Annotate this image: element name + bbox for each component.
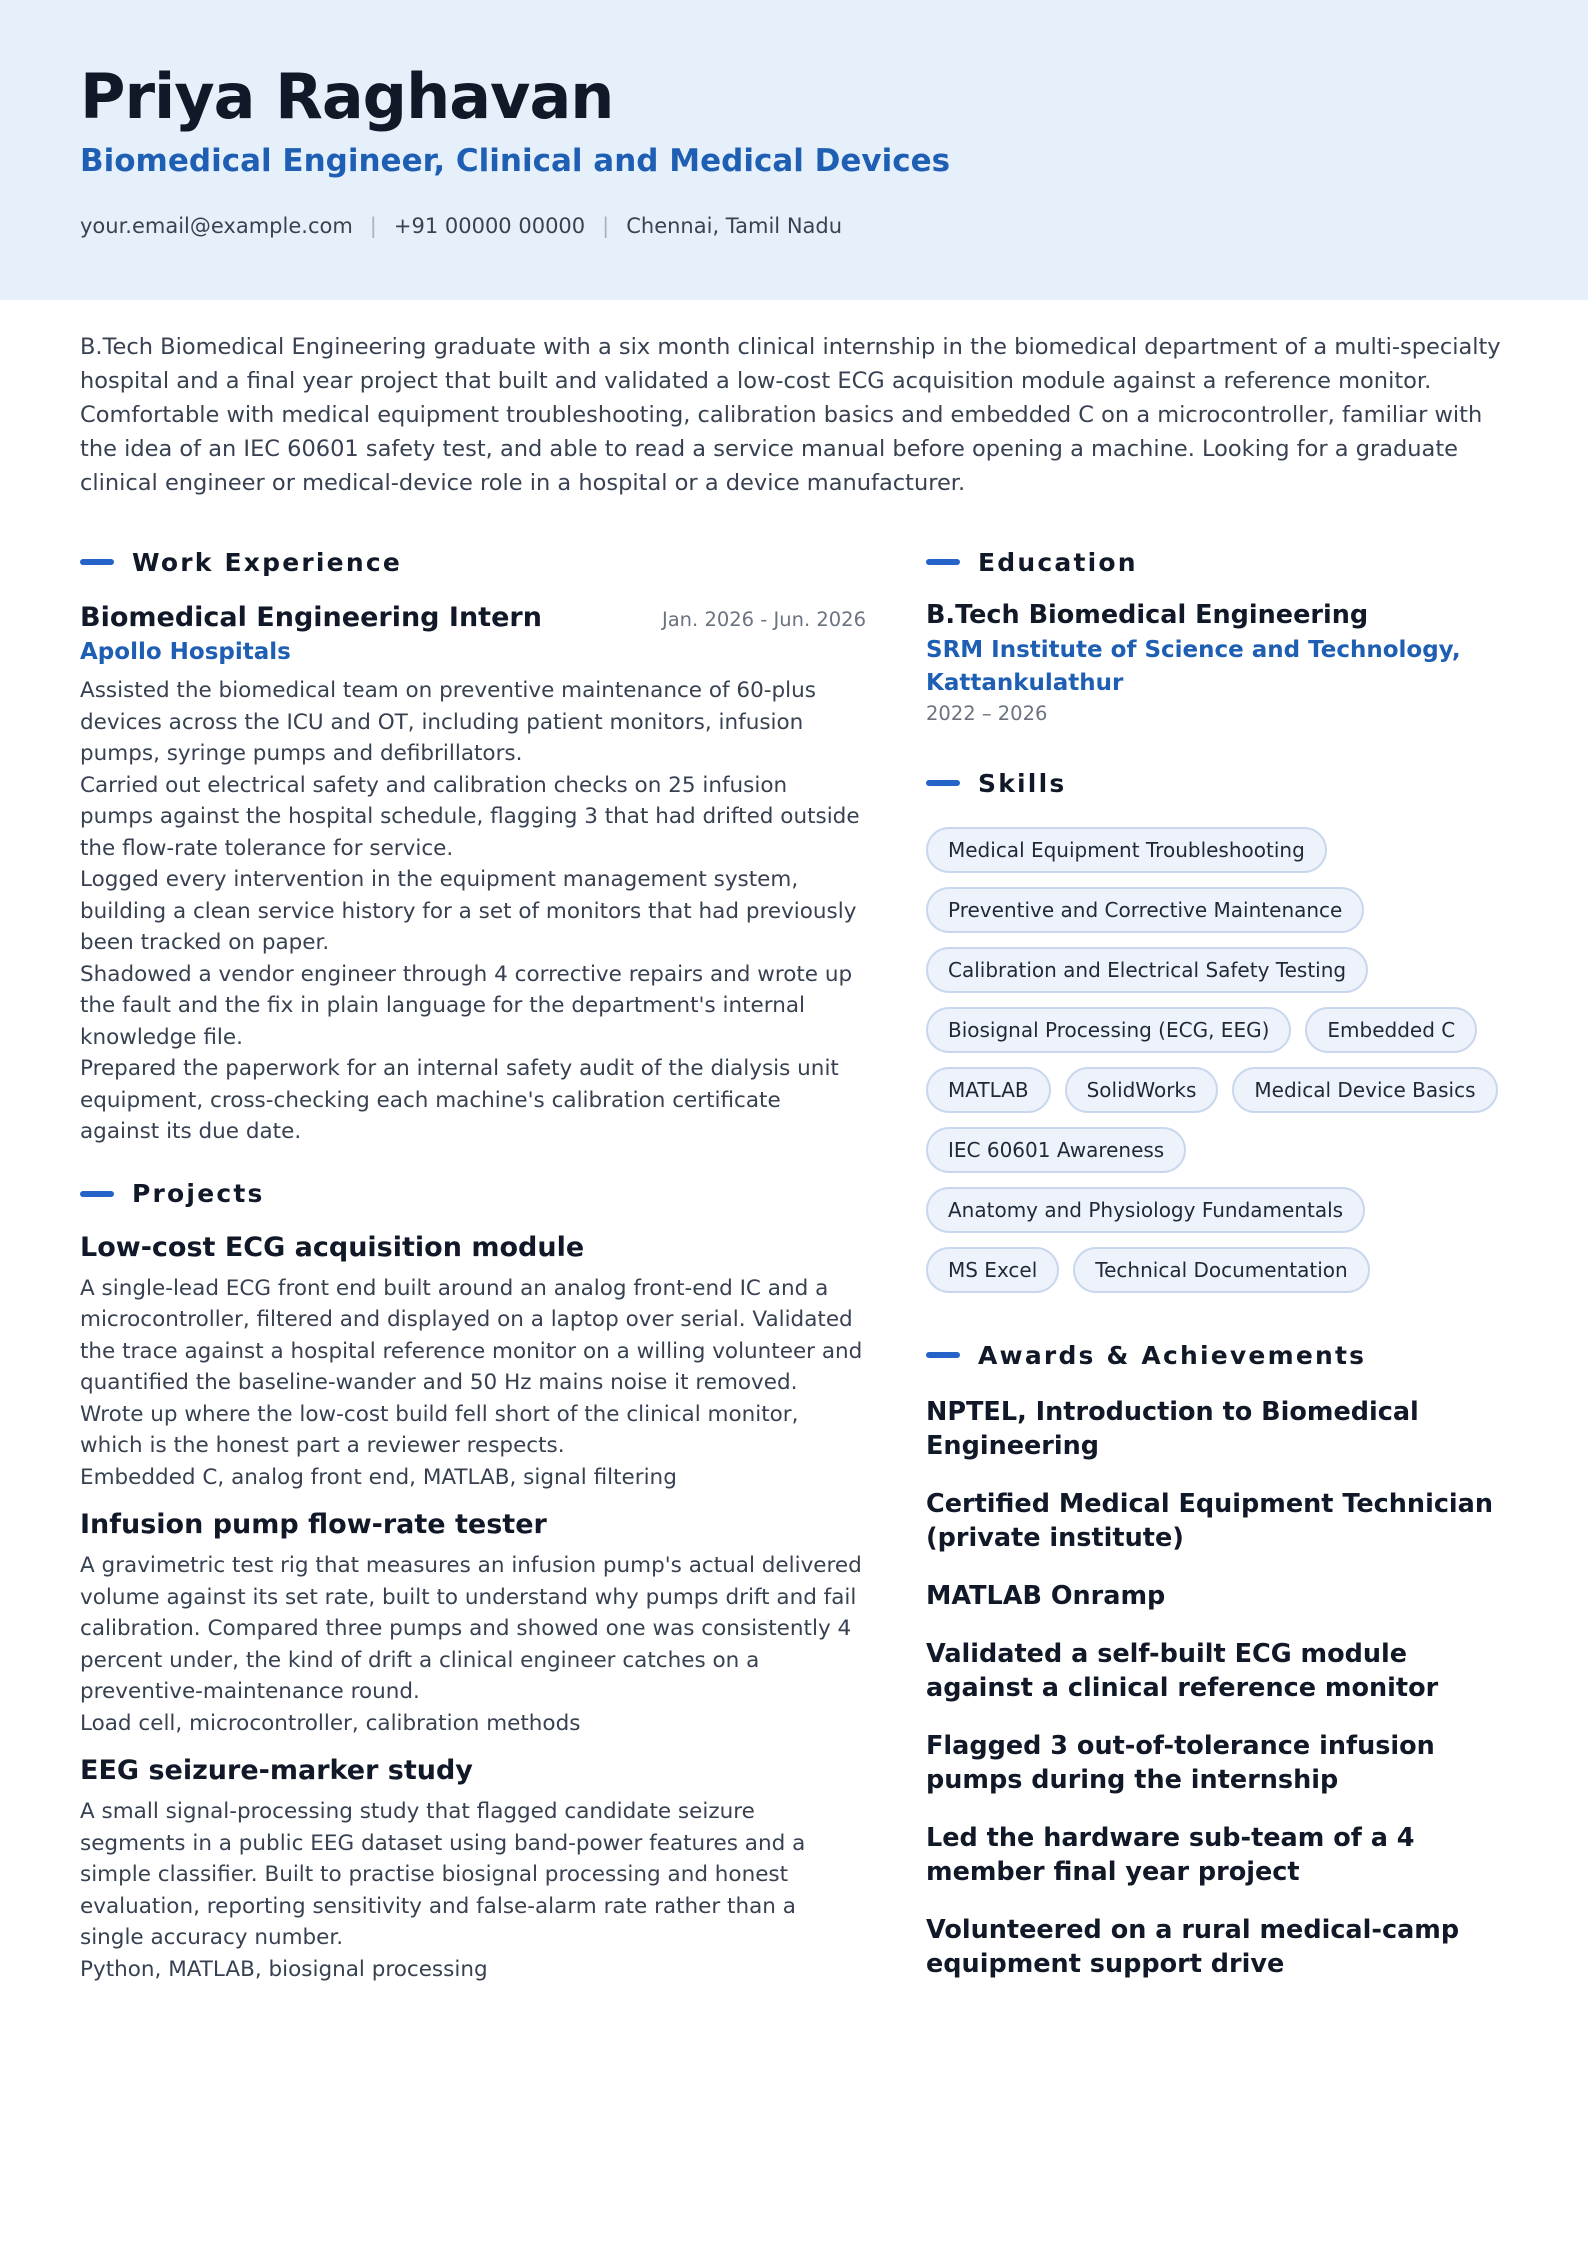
section-heading-projects xyxy=(80,1172,866,1216)
award-item: Led the hardware sub-team of a 4 member final year project xyxy=(926,1823,1415,1887)
right-column xyxy=(926,540,1506,1981)
contact-location: Chennai, Tamil Nadu xyxy=(626,214,843,238)
skill-chip: Medical Device Basics xyxy=(1232,1067,1497,1113)
resume-header xyxy=(0,0,1588,300)
skill-chip: Embedded C xyxy=(1305,1007,1477,1053)
section-title: Awards & Achievements xyxy=(978,1340,1367,1370)
job-dates: Jan. 2026 - Jun. 2026 xyxy=(661,608,866,631)
skill-chip: Medical Equipment Troubleshooting xyxy=(926,827,1327,873)
skill-chip: Technical Documentation xyxy=(1073,1247,1369,1293)
awards-list xyxy=(926,1395,1506,1981)
section-accent-bar xyxy=(926,1352,960,1358)
award-item: Validated a self-built ECG module against a clinical reference monitor xyxy=(926,1639,1439,1703)
job-bullet: Assisted the biomedical team on preventive maintenance of 60-plus devices across the ICU and OT, including patient monitors, infusion pumps, syringe pumps and defibrillators. xyxy=(80,678,816,766)
award-item: Certified Medical Equipment Technician (private institute) xyxy=(926,1489,1494,1553)
section-heading-education xyxy=(926,540,1506,584)
project-tech: Python, MATLAB, biosignal processing xyxy=(80,1956,488,1982)
section-accent-bar xyxy=(926,780,960,786)
job-bullet: Shadowed a vendor engineer through 4 corrective repairs and wrote up the fault and the fix in plain language for the department's internal knowledge file. xyxy=(80,961,853,1050)
professional-summary: B.Tech Biomedical Engineering graduate with a six month clinical internship in the biomedical department of a multi-specialty hospital and a final year project that built and validated a low-cost ECG acquisition module against a reference monitor. Comfortable with medical equipment troubleshooting, calibration basics and embedded C on a microcontroller, familiar with the idea of an IEC 60601 safety test, and able to read a service manual before opening a machine. Looking for a graduate clinical engineer or medical-device role in a hospital or a device manufacturer. xyxy=(80,334,1501,496)
project-title: Low-cost ECG acquisition module xyxy=(80,1231,585,1263)
section-heading-awards xyxy=(926,1333,1506,1377)
award-item: NPTEL, Introduction to Biomedical Engineering xyxy=(926,1397,1419,1461)
skill-chip: Anatomy and Physiology Fundamentals xyxy=(926,1187,1365,1233)
education-degree: B.Tech Biomedical Engineering xyxy=(926,600,1369,630)
skill-chip: IEC 60601 Awareness xyxy=(926,1127,1186,1173)
skill-chip: Calibration and Electrical Safety Testing xyxy=(926,947,1368,993)
project-entry xyxy=(80,1232,866,1494)
section-heading-skills xyxy=(926,761,1506,805)
contact-line xyxy=(80,214,842,238)
contact-phone[interactable]: +91 00000 00000 xyxy=(393,214,586,238)
section-title: Skills xyxy=(978,768,1067,798)
section-accent-bar xyxy=(80,559,114,565)
project-description: A small signal-processing study that flagged candidate seizure segments in a public EEG dataset using band-power features and a simple classifier. Built to practise biosignal processing and honest evaluation, reporting sensitivity and false-alarm rate rather than a single accuracy number. xyxy=(80,1799,806,1950)
section-title: Projects xyxy=(132,1179,265,1208)
project-tech: Load cell, microcontroller, calibration methods xyxy=(80,1710,581,1736)
project-description: A single-lead ECG front end built around an analog front-end IC and a microcontroller, filtered and displayed on a laptop over serial. Validated the trace against a hospital reference monitor on a willing volunteer and quantified the baseline-wander and 50 Hz mains noise it removed. Wrote up where the low-cost build fell short of the clinical monitor, which is the honest part a reviewer respects. xyxy=(80,1275,863,1458)
project-entry xyxy=(80,1509,866,1739)
project-title: Infusion pump flow-rate tester xyxy=(80,1509,547,1540)
skill-chip: MATLAB xyxy=(926,1067,1051,1113)
section-title: Education xyxy=(978,547,1138,577)
skill-chip: MS Excel xyxy=(926,1247,1059,1293)
section-title: Work Experience xyxy=(132,547,402,577)
skill-chip: SolidWorks xyxy=(1065,1067,1219,1113)
job-title: Biomedical Engineering Intern xyxy=(80,602,542,633)
candidate-name: Priya Raghavan xyxy=(80,60,614,133)
project-description: A gravimetric test rig that measures an infusion pump's actual delivered volume against its set rate, built to understand why pumps drift and fail calibration. Compared three pumps and showed one was consistently 4 percent under, the kind of drift a clinical engineer catches on a preventive-maintenance round. xyxy=(80,1553,862,1704)
candidate-role: Biomedical Engineer, Clinical and Medical Devices xyxy=(80,143,951,179)
section-accent-bar xyxy=(80,1191,114,1197)
award-item: Flagged 3 out-of-tolerance infusion pumps during the internship xyxy=(926,1731,1435,1795)
skills-list xyxy=(926,827,1506,1293)
education-years: 2022 – 2026 xyxy=(926,702,1048,725)
job-entry xyxy=(80,602,866,1148)
contact-email[interactable]: your.email@example.com xyxy=(80,214,353,238)
contact-separator: | xyxy=(369,214,377,238)
section-accent-bar xyxy=(926,559,960,565)
job-bullet: Prepared the paperwork for an internal safety audit of the dialysis unit equipment, cross-checking each machine's calibration certificate against its due date. xyxy=(80,1056,839,1144)
award-item: Volunteered on a rural medical-camp equipment support drive xyxy=(926,1915,1460,1979)
job-bullet: Logged every intervention in the equipment management system, building a clean service history for a set of monitors that had previously been tracked on paper. xyxy=(80,867,857,955)
section-heading-experience xyxy=(80,540,866,584)
skill-chip: Biosignal Processing (ECG, EEG) xyxy=(926,1007,1291,1053)
skill-chip: Preventive and Corrective Maintenance xyxy=(926,887,1364,933)
contact-separator: | xyxy=(602,214,610,238)
project-tech: Embedded C, analog front end, MATLAB, signal filtering xyxy=(80,1464,677,1490)
project-entry xyxy=(80,1755,866,1985)
job-organization: Apollo Hospitals xyxy=(80,639,291,665)
award-item: MATLAB Onramp xyxy=(926,1581,1166,1611)
project-title: EEG seizure-marker study xyxy=(80,1755,473,1786)
job-header xyxy=(80,602,866,633)
education-school: SRM Institute of Science and Technology, Kattankulathur xyxy=(926,637,1461,696)
left-column xyxy=(80,540,866,1985)
job-bullets xyxy=(80,675,866,1148)
job-bullet: Carried out electrical safety and calibration checks on 25 infusion pumps against the hospital schedule, flagging 3 that had drifted outside the flow-rate tolerance for service. xyxy=(80,772,860,861)
